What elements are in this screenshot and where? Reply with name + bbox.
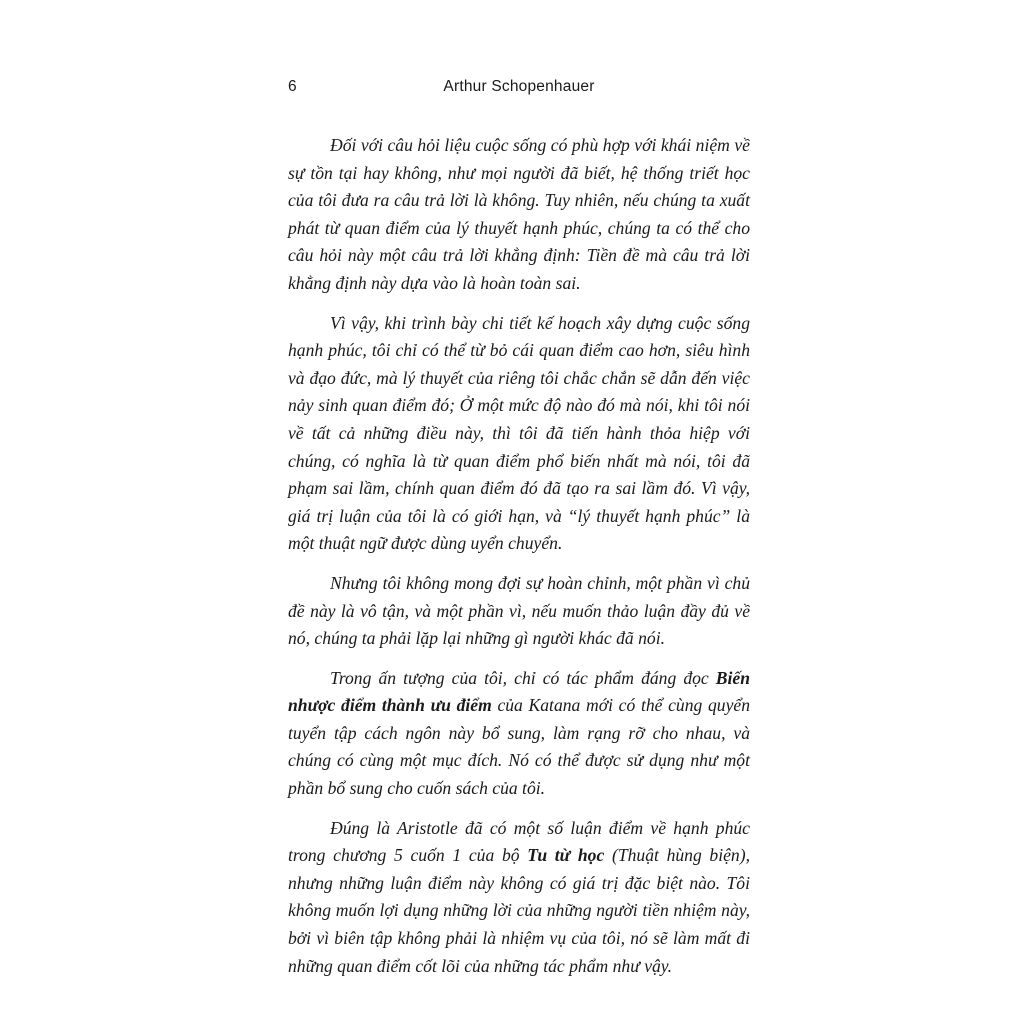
- book-title-tu-tu-hoc: Tu từ học: [527, 845, 605, 866]
- paragraph-1: Đối với câu hỏi liệu cuộc sống có phù hợp với khái niệm về sự tồn tại hay không, như mọi người đã biết, hệ thống triết học của tôi đưa ra câu trả lời là không. Tuy nhiên, nếu chúng ta xuất phát từ quan điểm của lý thuyết hạnh phúc, chúng ta có thể cho câu hỏi này một câu trả lời khẳng định: Tiền đề mà câu trả lời khẳng định này dựa vào là hoàn toàn sai.: [288, 135, 750, 293]
- paragraph-2: Vì vậy, khi trình bày chi tiết kế hoạch xây dựng cuộc sống hạnh phúc, tôi chỉ có thể từ bỏ cái quan điểm cao hơn, siêu hình và đạo đức, mà lý thuyết của riêng tôi chắc chắn sẽ dẫn đến việc nảy sinh quan điểm đó; Ở một mức độ nào đó mà nói, khi tôi nói về tất cả những điều này, thì tôi đã tiến hành thỏa hiệp với chúng, có nghĩa là từ quan điểm phổ biến nhất mà nói, tôi đã phạm sai lầm, chính quan điểm đó đã tạo ra sai lầm đó. Vì vậy, giá trị luận của tôi là có giới hạn, và “lý thuyết hạnh phúc” là một thuật ngữ được dùng uyển chuyển.: [288, 312, 750, 554]
- running-title-author: Arthur Schopenhauer: [443, 78, 595, 95]
- paragraph-4: [288, 665, 750, 803]
- running-head: [288, 78, 750, 102]
- paragraph-5: [288, 815, 750, 981]
- paragraph-4-text-after: của Katana mới có thể cùng quyển tuyển tập cách ngôn này bổ sung, làm rạng rỡ cho nhau, và chúng có cùng một mục đích. Nó có thể được sử dụng như một phần bổ sung cho cuốn sách của tôi.: [288, 695, 750, 799]
- paragraph-4-text-before: Trong ấn tượng của tôi, chỉ có tác phẩm đáng đọc: [330, 667, 716, 688]
- paragraph-5-text-after: (Thuật hùng biện), nhưng những luận điểm này không có giá trị đặc biệt nào. Tôi không muốn lợi dụng những lời của những người tiền nhiệm này, bởi vì biên tập không phải là nhiệm vụ của tôi, nó sẽ làm mất đi những quan điểm cốt lõi của những tác phẩm như vậy.: [288, 845, 750, 976]
- body-text: [288, 132, 750, 980]
- paragraph-5-text-before: Đúng là Aristotle đã có một số luận điểm về hạnh phúc trong chương 5 cuốn 1 của bộ: [288, 817, 750, 866]
- page-number: 6: [288, 78, 297, 95]
- paragraph-3: Nhưng tôi không mong đợi sự hoàn chỉnh, một phần vì chủ đề này là vô tận, và một phần vì, nếu muốn thảo luận đầy đủ về nó, chúng ta phải lặp lại những gì người khác đã nói.: [288, 572, 750, 649]
- book-title-bien-nhuoc-diem: Biến nhược điểm thành ưu điểm: [288, 667, 750, 716]
